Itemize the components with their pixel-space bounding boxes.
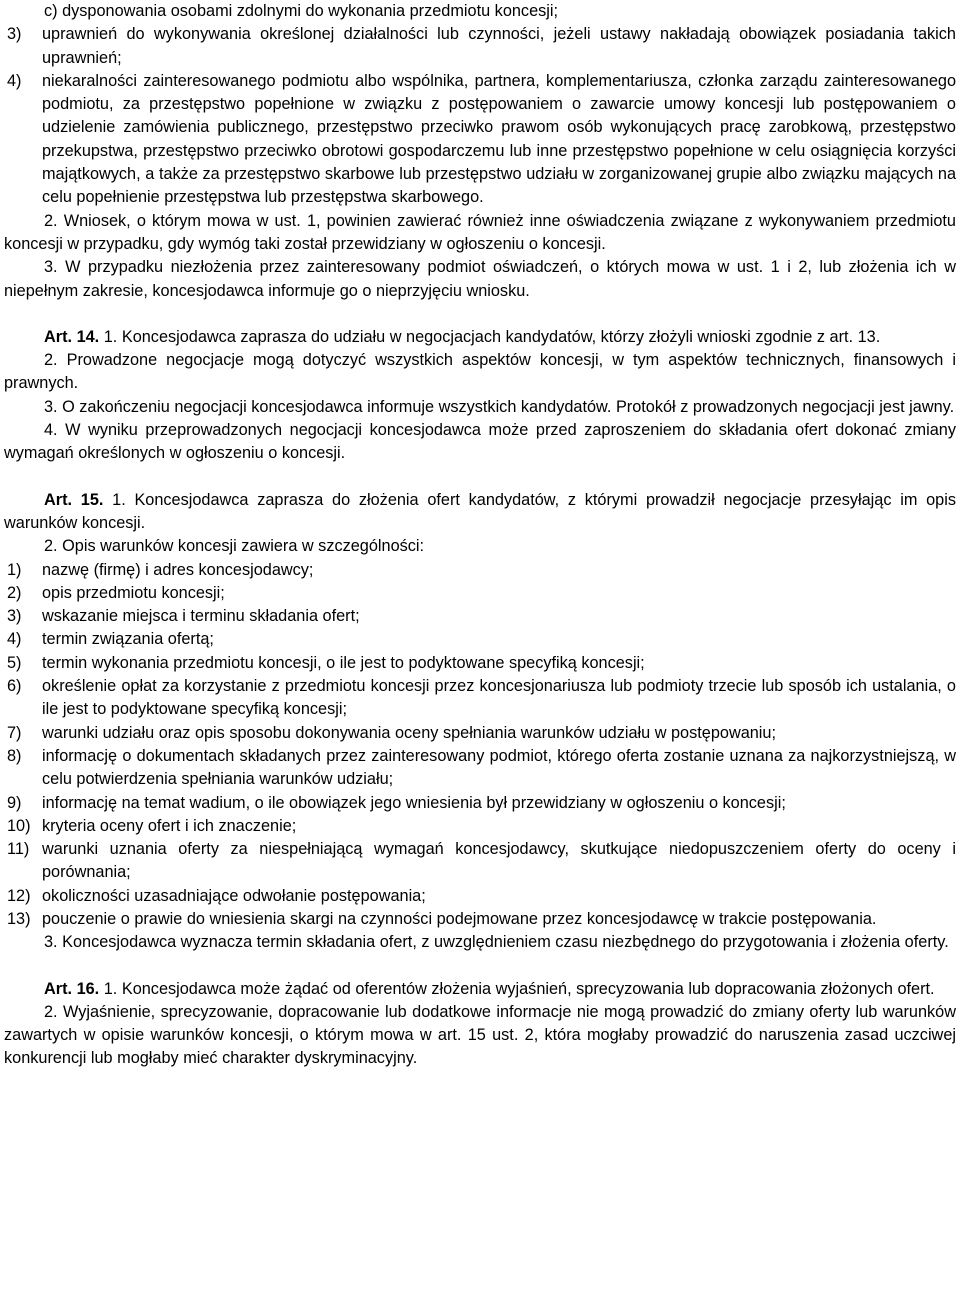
- list-number: 4): [7, 71, 22, 90]
- list-item: [4, 605, 956, 628]
- paragraph-c: c) dysponowania osobami zdolnymi do wykonania przedmiotu koncesji;: [44, 2, 559, 20]
- list-number: 4): [7, 630, 22, 649]
- art-14-paragraph-1: [4, 326, 956, 349]
- list-text: informację na temat wadium, o ile obowiązek jego wniesienia był przewidziany w ogłoszeniu o koncesji;: [42, 793, 786, 812]
- list-item: [4, 838, 956, 885]
- list-item: [4, 675, 956, 722]
- list-number: 7): [7, 723, 22, 742]
- list-text: termin związania ofertą;: [42, 630, 214, 649]
- list-number: 2): [7, 583, 22, 602]
- article-label: Art. 15.: [44, 490, 104, 509]
- art-15-list: [4, 559, 956, 932]
- list-item: [4, 722, 956, 745]
- list-text: informację o dokumentach składanych przez zainteresowany podmiot, którego oferta zostanie uznana za najkorzystniejszą, w celu potwierdzenia spełniania warunków udziału;: [42, 746, 956, 789]
- art-15-paragraph-3: 3. Koncesjodawca wyznacza termin składania ofert, z uwzględnieniem czasu niezbędnego do przygotowania i złożenia oferty.: [44, 933, 949, 952]
- list-number: 9): [7, 793, 22, 812]
- art-15-paragraph-2: 2. Opis warunków koncesji zawiera w szczególności:: [44, 537, 425, 556]
- list-item: [4, 908, 956, 931]
- art-14-paragraph-2: 2. Prowadzone negocjacje mogą dotyczyć wszystkich aspektów koncesji, w tym aspektów technicznych, finansowych i prawnych.: [4, 351, 956, 393]
- list-item-3: [4, 23, 956, 70]
- art-14-paragraph-4: 4. W wyniku przeprowadzonych negocjacji koncesjodawca może przed zaproszeniem do składania ofert dokonać zmiany wymagań określonych w ogłoszeniu o koncesji.: [4, 421, 956, 463]
- list-number: 10): [7, 816, 31, 835]
- list-item: [4, 628, 956, 651]
- list-number: 6): [7, 677, 22, 696]
- spacer: [4, 955, 956, 978]
- list-item: [4, 652, 956, 675]
- list-item: [4, 582, 956, 605]
- list-number: 13): [7, 909, 31, 928]
- list-number: 11): [7, 840, 30, 859]
- list-number: 1): [7, 560, 22, 579]
- list-text: termin wykonania przedmiotu koncesji, o ile jest to podyktowane specyfiką koncesji;: [42, 653, 645, 672]
- spacer: [4, 303, 956, 326]
- list-text: wskazanie miejsca i terminu składania ofert;: [42, 607, 360, 626]
- list-number: 5): [7, 653, 22, 672]
- list-text: opis przedmiotu koncesji;: [42, 583, 225, 602]
- art-16-paragraph-2: 2. Wyjaśnienie, sprecyzowanie, dopracowanie lub dodatkowe informacje nie mogą prowadzić do zmiany oferty lub warunków zawartych w opisie warunków koncesji, o którym mowa w art. 15 ust. 2, która mogłaby prowadzić do naruszenia zasad uczciwej konkurencji lub mogłaby mieć charakter dyskryminacyjny.: [4, 1002, 956, 1068]
- list-item: [4, 792, 956, 815]
- list-item: [4, 559, 956, 582]
- list-text: kryteria oceny ofert i ich znaczenie;: [42, 816, 297, 835]
- list-text: warunki udziału oraz opis sposobu dokonywania oceny spełniania warunków udziału w postępowaniu;: [42, 723, 777, 742]
- list-item: [4, 815, 956, 838]
- list-item: [4, 745, 956, 792]
- list-item: [4, 885, 956, 908]
- list-number: 3): [7, 607, 22, 626]
- article-label: Art. 14.: [44, 327, 100, 346]
- list-text: niekaralności zainteresowanego podmiotu albo wspólnika, partnera, komplementariusza, członka zarządu zainteresowanego podmiotu, za przestępstwo popełnione w związku z postępowaniem o zawarcie umowy koncesji lub postępowaniem o udzielenie zamówienia publicznego, przestępstwo przeciwko prawom osób wykonujących pracę zarobkową, przestępstwo przekupstwa, przestępstwo przeciwko obrotowi gospodarczemu lub inne przestępstwo popełnione w celu osiągnięcia korzyści majątkowych, a także za przestępstwo skarbowe lub przestępstwo udziału w zorganizowanej grupie albo związku mających na celu popełnienie przestępstwa lub przestępstwa skarbowego.: [42, 71, 956, 207]
- paragraph-ust-3: 3. W przypadku niezłożenia przez zainteresowany podmiot oświadczeń, o których mowa w ust. 1 i 2, lub złożenia ich w niepełnym zakresie, koncesjodawca informuje go o nieprzyjęciu wniosku.: [4, 258, 956, 300]
- list-number: 3): [7, 25, 22, 44]
- list-item-4: [4, 70, 956, 210]
- art-16-text-1: 1. Koncesjodawca może żądać od oferentów złożenia wyjaśnień, sprecyzowania lub dopracowania złożonych ofert.: [99, 979, 935, 998]
- article-label: Art. 16.: [44, 979, 100, 998]
- list-number: 12): [7, 886, 31, 905]
- list-text: nazwę (firmę) i adres koncesjodawcy;: [42, 560, 314, 579]
- art-14-text-1: 1. Koncesjodawca zaprasza do udziału w negocjacjach kandydatów, którzy złożyli wnioski zgodnie z art. 13.: [99, 327, 881, 346]
- list-text: pouczenie o prawie do wniesienia skargi na czynności podejmowane przez koncesjodawcę w trakcie postępowania.: [42, 909, 877, 928]
- art-15-text-1: 1. Koncesjodawca zaprasza do złożenia ofert kandydatów, z którymi prowadził negocjacje przesyłając im opis warunków koncesji.: [4, 490, 956, 532]
- list-text: określenie opłat za korzystanie z przedmiotu koncesji przez koncesjonariusza lub podmioty trzecie lub sposób ich ustalania, o ile jest to podyktowane specyfiką koncesji;: [42, 677, 956, 719]
- list-text: warunki uznania oferty za niespełniającą wymagań koncesjodawcy, skutkujące niedopuszczeniem oferty do oceny i porównania;: [42, 840, 956, 882]
- list-text: okoliczności uzasadniające odwołanie postępowania;: [42, 886, 426, 905]
- art-14-paragraph-3: 3. O zakończeniu negocjacji koncesjodawca informuje wszystkich kandydatów. Protokół z prowadzonych negocjacji jest jawny.: [44, 397, 955, 416]
- spacer: [4, 466, 956, 489]
- list-text: uprawnień do wykonywania określonej działalności lub czynności, jeżeli ustawy nakładają obowiązek posiadania takich uprawnień;: [42, 25, 956, 67]
- art-15-paragraph-1: [4, 489, 956, 536]
- paragraph-ust-2: 2. Wniosek, o którym mowa w ust. 1, powinien zawierać również inne oświadczenia związane z wykonywaniem przedmiotu koncesji w przypadku, gdy wymóg taki został przewidziany w ogłoszeniu o koncesji.: [4, 211, 956, 253]
- art-16-paragraph-1: [4, 978, 956, 1001]
- list-number: 8): [7, 746, 22, 765]
